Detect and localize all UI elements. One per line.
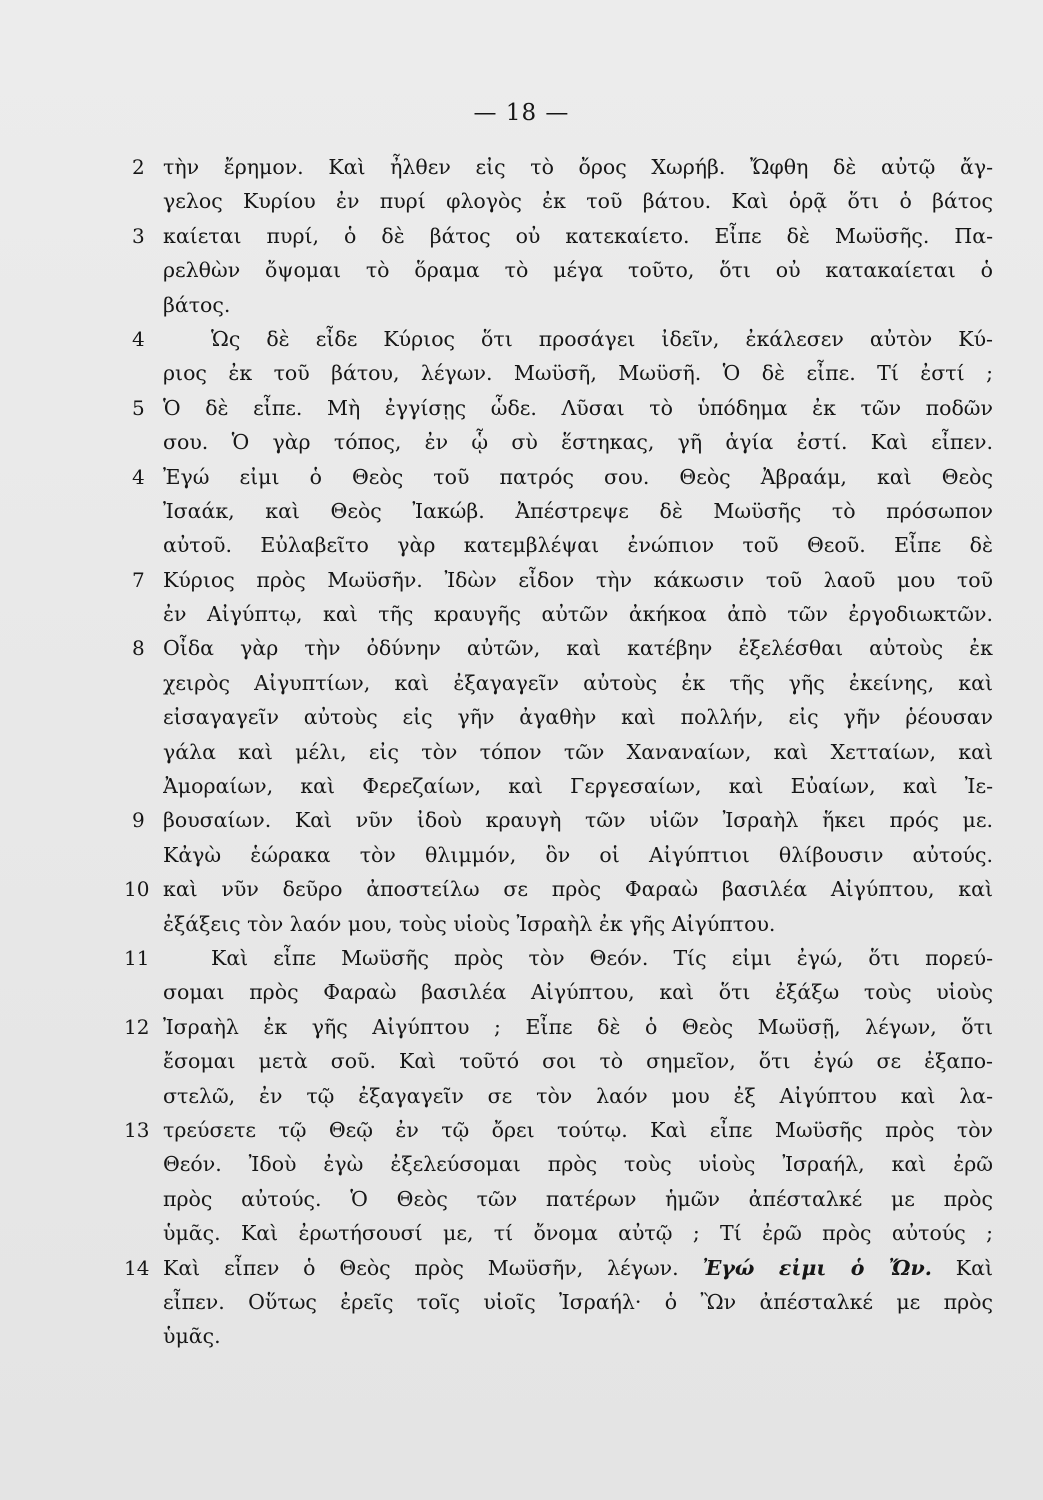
verse-number: 4 — [132, 326, 145, 351]
body-text — [0, 150, 1043, 1354]
line-text: ἔσομαι μετὰ σοῦ. Καὶ τοῦτό σοι τὸ σημεῖον, ὅτι ἐγώ σε ἐξαπο- — [163, 1049, 993, 1074]
verse-number: 7 — [132, 567, 145, 592]
text-line — [0, 803, 1043, 837]
line-text: Καὶ εἶπε Μωϋσῆς πρὸς τὸν Θεόν. Τίς εἰμι ἐγώ, ὅτι πορεύ- — [211, 945, 993, 970]
line-text: ρελθὼν ὄψομαι τὸ ὅραμα τὸ μέγα τοῦτο, ὅτι οὐ κατακαίεται ὁ — [163, 258, 993, 283]
line-text: Οἶδα γὰρ τὴν ὀδύνην αὐτῶν, καὶ κατέβην ἐξελέσθαι αὐτοὺς ἐκ — [163, 636, 993, 661]
text-line — [0, 322, 1043, 356]
text-line — [0, 1216, 1043, 1250]
text-line — [0, 907, 1043, 941]
line-text: ὑμᾶς. Καὶ ἐρωτήσουσί με, τί ὄνομα αὐτῷ ; Τί ἐρῶ πρὸς αὐτούς ; — [163, 1221, 993, 1246]
text-line — [0, 184, 1043, 218]
text-line — [0, 253, 1043, 287]
verse-number: 14 — [124, 1255, 150, 1280]
line-text: τρεύσετε τῷ Θεῷ ἐν τῷ ὄρει τούτῳ. Καὶ εἶπε Μωϋσῆς πρὸς τὸν — [163, 1117, 993, 1142]
text-line — [0, 494, 1043, 528]
text-line — [0, 150, 1043, 184]
text-line — [0, 563, 1043, 597]
line-text: σου. Ὁ γὰρ τόπος, ἐν ᾧ σὺ ἕστηκας, γῆ ἁγία ἐστί. Καὶ εἶπεν. — [163, 430, 993, 455]
line-text: εἶπεν. Οὕτως ἐρεῖς τοῖς υἱοῖς Ἰσραήλ· ὁ Ὢν ἀπέσταλκέ με πρὸς — [163, 1289, 993, 1314]
text-line — [0, 1251, 1043, 1285]
line-text: βάτος. — [163, 292, 231, 317]
verse-number: 11 — [124, 945, 150, 970]
line-text-plain: Καὶ εἶπεν ὁ Θεὸς πρὸς Μωϋσῆν, λέγων. — [163, 1255, 703, 1280]
verse-number: 5 — [132, 395, 145, 420]
verse-number: 2 — [132, 155, 145, 179]
text-line — [0, 975, 1043, 1009]
line-text: γάλα καὶ μέλι, εἰς τὸν τόπον τῶν Χαναναίων, καὶ Χετταίων, καὶ — [163, 739, 993, 764]
text-line — [0, 219, 1043, 253]
text-line — [0, 769, 1043, 803]
text-line — [0, 1285, 1043, 1319]
divine-name-emphasis: Ἐγώ εἰμι ὁ Ὤν. — [702, 1255, 932, 1280]
line-text: ὑμᾶς. — [163, 1324, 221, 1349]
line-text: καὶ νῦν δεῦρο ἀποστείλω σε πρὸς Φαραὼ βασιλέα Αἰγύπτου, καὶ — [163, 877, 993, 902]
text-line — [0, 460, 1043, 494]
line-text: Ἰσαάκ, καὶ Θεὸς Ἰακώβ. Ἀπέστρεψε δὲ Μωϋσῆς τὸ πρόσωπον — [163, 498, 993, 523]
line-text: Κύριος πρὸς Μωϋσῆν. Ἰδὼν εἶδον τὴν κάκωσιν τοῦ λαοῦ μου τοῦ — [163, 567, 993, 592]
line-text: ἐν Αἰγύπτῳ, καὶ τῆς κραυγῆς αὐτῶν ἀκήκοα ἀπὸ τῶν ἐργοδιωκτῶν. — [163, 602, 993, 627]
text-line — [0, 735, 1043, 769]
text-line — [0, 872, 1043, 906]
text-line — [0, 1079, 1043, 1113]
text-line — [0, 941, 1043, 975]
line-text: εἰσαγαγεῖν αὐτοὺς εἰς γῆν ἀγαθὴν καὶ πολλήν, εἰς γῆν ῥέουσαν — [163, 705, 993, 730]
verse-number: 9 — [132, 808, 145, 833]
page-number: — 18 — — [473, 100, 570, 126]
line-text: στελῶ, ἐν τῷ ἐξαγαγεῖν σε τὸν λαόν μου ἐξ Αἰγύπτου καὶ λα- — [163, 1083, 993, 1108]
text-line — [0, 1147, 1043, 1181]
line-text: Θεόν. Ἰδοὺ ἐγὼ ἐξελεύσομαι πρὸς τοὺς υἱοὺς Ἰσραήλ, καὶ ἐρῶ — [163, 1152, 993, 1177]
line-text: ριος ἐκ τοῦ βάτου, λέγων. Μωϋσῆ, Μωϋσῆ. Ὁ δὲ εἶπε. Τί ἐστί ; — [163, 361, 993, 386]
line-text: Ἀμοραίων, καὶ Φερεζαίων, καὶ Γεργεσαίων, καὶ Εὐαίων, καὶ Ἰε- — [163, 774, 993, 799]
text-line — [0, 666, 1043, 700]
text-line — [0, 356, 1043, 390]
verse-number: 4 — [132, 464, 145, 489]
line-text — [163, 1251, 993, 1285]
verse-number: 3 — [132, 223, 145, 248]
line-text: χειρὸς Αἰγυπτίων, καὶ ἐξαγαγεῖν αὐτοὺς ἐκ τῆς γῆς ἐκείνης, καὶ — [163, 670, 993, 695]
text-line — [0, 288, 1043, 322]
line-text: αὐτοῦ. Εὐλαβεῖτο γὰρ κατεμβλέψαι ἐνώπιον τοῦ Θεοῦ. Εἶπε δὲ — [163, 533, 993, 558]
text-line — [0, 528, 1043, 562]
text-line — [0, 631, 1043, 665]
line-text: βουσαίων. Καὶ νῦν ἰδοὺ κραυγὴ τῶν υἱῶν Ἰσραὴλ ἥκει πρός με. — [163, 808, 993, 833]
text-line — [0, 1319, 1043, 1353]
text-line — [0, 1182, 1043, 1216]
line-text: Κἀγὼ ἑώρακα τὸν θλιμμόν, ὃν οἱ Αἰγύπτιοι θλίβουσιν αὐτούς. — [163, 842, 993, 867]
line-text: Ὁ δὲ εἶπε. Μὴ ἐγγίσῃς ὧδε. Λῦσαι τὸ ὑπόδημα ἐκ τῶν ποδῶν — [163, 395, 993, 420]
line-text: Ἰσραὴλ ἐκ γῆς Αἰγύπτου ; Εἶπε δὲ ὁ Θεὸς Μωϋσῇ, λέγων, ὅτι — [163, 1014, 993, 1039]
text-line — [0, 391, 1043, 425]
line-text: σομαι πρὸς Φαραὼ βασιλέα Αἰγύπτου, καὶ ὅτι ἐξάξω τοὺς υἱοὺς — [163, 980, 993, 1005]
text-line — [0, 1044, 1043, 1078]
text-line — [0, 597, 1043, 631]
line-text: γελος Κυρίου ἐν πυρί φλογὸς ἐκ τοῦ βάτου. Καὶ ὁρᾷ ὅτι ὁ βάτος — [163, 189, 993, 214]
text-line — [0, 700, 1043, 734]
text-line — [0, 425, 1043, 459]
line-text: Ἐγώ εἰμι ὁ Θεὸς τοῦ πατρός σου. Θεὸς Ἀβραάμ, καὶ Θεὸς — [163, 464, 993, 489]
text-line — [0, 1113, 1043, 1147]
line-text: πρὸς αὐτούς. Ὁ Θεὸς τῶν πατέρων ἡμῶν ἀπέσταλκέ με πρὸς — [163, 1186, 993, 1211]
verse-number: 12 — [124, 1014, 150, 1039]
line-text: ἐξάξεις τὸν λαόν μου, τοὺς υἱοὺς Ἰσραὴλ ἐκ γῆς Αἰγύπτου. — [163, 911, 776, 936]
verse-number: 10 — [124, 877, 150, 902]
line-text: καίεται πυρί, ὁ δὲ βάτος οὐ κατεκαίετο. Εἶπε δὲ Μωϋσῆς. Πα- — [163, 223, 993, 248]
text-line — [0, 838, 1043, 872]
line-text: τὴν ἔρημον. Καὶ ἦλθεν εἰς τὸ ὄρος Χωρήβ. Ὤφθη δὲ αὐτῷ ἄγ- — [163, 155, 993, 179]
line-text: Ὡς δὲ εἶδε Κύριος ὅτι προσάγει ἰδεῖν, ἐκάλεσεν αὐτὸν Κύ- — [211, 326, 993, 351]
verse-number: 13 — [124, 1117, 150, 1142]
verse-number: 8 — [132, 636, 145, 661]
line-text-plain: Καὶ — [931, 1255, 993, 1280]
text-line — [0, 1010, 1043, 1044]
